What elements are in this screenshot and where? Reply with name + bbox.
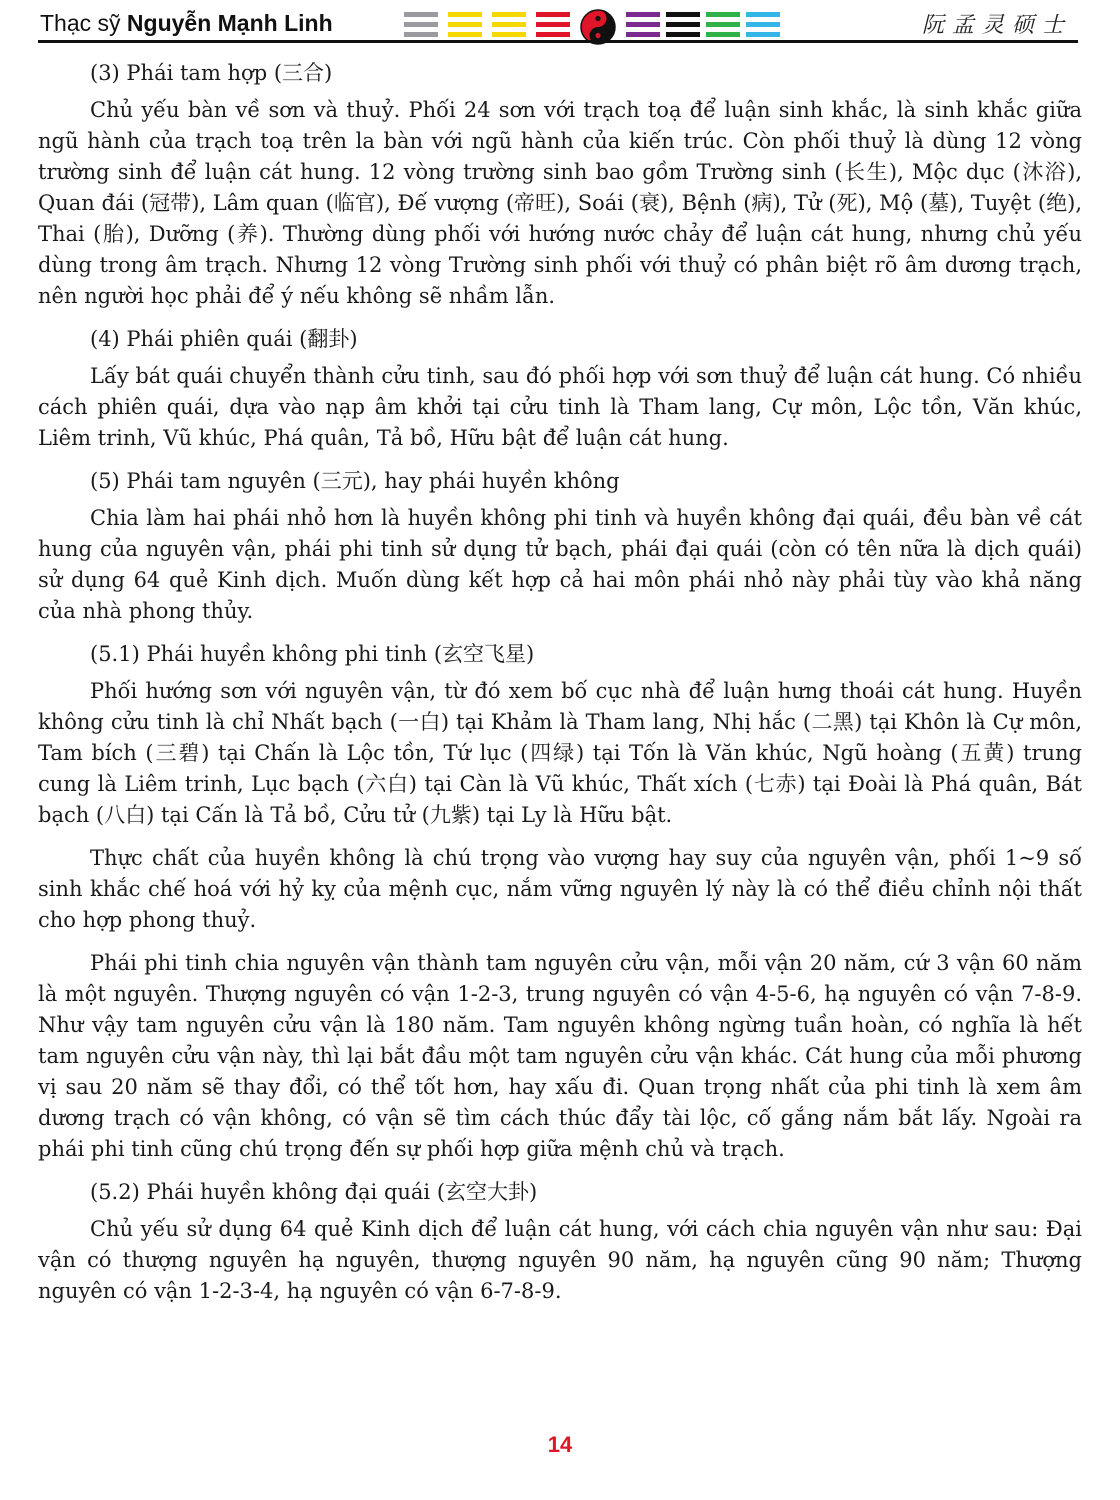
trigram-yellow-icon — [448, 12, 482, 38]
page-number: 14 — [547, 1432, 573, 1457]
trigram-black-icon — [666, 12, 700, 38]
page-body — [38, 58, 1082, 1319]
page-header — [38, 6, 1078, 42]
paragraph: Thực chất của huyền không là chú trọng vào vượng hay suy của nguyên vận, phối 1~9 số sinh khắc chế hoá với hỷ kỵ của mệnh cục, nắm vững nguyên lý này là có thể điều chỉnh nội thất cho hợp phong thuỷ. — [38, 846, 1082, 932]
author-line — [40, 10, 333, 37]
section-heading: (4) Phái phiên quái (翻卦) — [90, 327, 358, 351]
calligraphy-signature: 阮孟灵硕士 — [921, 13, 1072, 38]
trigram-cyan-icon — [746, 12, 780, 38]
author-name: Nguyễn Mạnh Linh — [126, 10, 333, 36]
author-prefix: Thạc sỹ — [40, 10, 127, 36]
paragraph: Chủ yếu sử dụng 64 quẻ Kinh dịch để luận cát hung, với cách chia nguyên vận như sau: Đại vận có thượng nguyên hạ nguyên, thượng nguyên 90 năm, hạ nguyên cũng 90 năm; Thượng nguyên có vận 1-2-3-4, hạ nguyên có vận 6-7-8-9. — [38, 1217, 1082, 1303]
trigram-decoration — [404, 12, 784, 38]
paragraph: Phối hướng sơn với nguyên vận, từ đó xem bố cục nhà để luận hưng thoái cát hung. Huyền không cửu tinh là chỉ Nhất bạch (一白) tại Khảm là Tham lang, Nhị hắc (二黑) tại Khôn là Cự môn, Tam bích (三碧) tại Chấn là Lộc tồn, Tứ lục (四绿) tại Tốn là Văn khúc, Ngũ hoàng (五黄) trung cung là Liêm trinh, Lục bạch (六白) tại Càn là Vũ khúc, Thất xích (七赤) tại Đoài là Phá quân, Bát bạch (八白) tại Cấn là Tả bồ, Cửu tử (九紫) tại Ly là Hữu bật. — [38, 679, 1082, 827]
trigram-red-icon — [536, 12, 570, 38]
section-heading: (5.2) Phái huyền không đại quái (玄空大卦) — [90, 1180, 538, 1204]
paragraph: Lấy bát quái chuyển thành cửu tinh, sau đó phối hợp với sơn thuỷ để luận cát hung. Có nhiều cách phiên quái, dựa vào nạp âm khởi tại cửu tinh là Tham lang, Cự môn, Lộc tồn, Văn khúc, Liêm trinh, Vũ khúc, Phá quân, Tả bồ, Hữu bật để luận cát hung. — [38, 364, 1083, 450]
header-rule — [38, 40, 1078, 43]
paragraph: Phái phi tinh chia nguyên vận thành tam nguyên cửu vận, mỗi vận 20 năm, cứ 3 vận 60 năm là một nguyên. Thượng nguyên có vận 1-2-3, trung nguyên có vận 4-5-6, hạ nguyên có vận 7-8-9. Như vậy tam nguyên cửu vận là 180 năm. Tam nguyên không ngừng tuần hoàn, có nghĩa là hết tam nguyên cửu vận này, thì lại bắt đầu một tam nguyên cửu vận khác. Cát hung của mỗi phương vị sau 20 năm sẽ thay đổi, có thể tốt hơn, hay xấu đi. Quan trọng nhất của phi tinh là xem âm dương trạch có vận không, có vận sẽ tìm cách thúc đẩy tài lộc, cố gắng nắm bắt lấy. Ngoài ra phái phi tinh cũng chú trọng đến sự phối hợp giữa mệnh chủ và trạch. — [38, 951, 1082, 1161]
section-heading: (5.1) Phái huyền không phi tinh (玄空飞星) — [90, 642, 535, 666]
trigram-purple-icon — [626, 12, 660, 38]
paragraph: Chủ yếu bàn về sơn và thuỷ. Phối 24 sơn với trạch toạ để luận sinh khắc, là sinh khắc giữa ngũ hành của trạch toạ trên la bàn với ngũ hành của kiến trúc. Còn phối thuỷ là dùng 12 vòng trường sinh để luận cát hung. 12 vòng trường sinh bao gồm Trường sinh (长生), Mộc dục (沐浴), Quan đái (冠带), Lâm quan (临官), Đế vượng (帝旺), Soái (衰), Bệnh (病), Tử (死), Mộ (墓), Tuyệt (绝), Thai (胎), Dưỡng (养). Thường dùng phối với hướng nước chảy để luận cát hung, nhưng chủ yếu dùng trong âm trạch. Nhưng 12 vòng Trường sinh phối với thuỷ có phân biệt rõ âm dương trạch, nên người học phải để ý nếu không sẽ nhầm lẫn. — [38, 98, 1082, 308]
section-heading: (5) Phái tam nguyên (三元), hay phái huyền không — [90, 469, 620, 493]
trigram-grey-icon — [404, 12, 438, 38]
trigram-green-icon — [706, 12, 740, 38]
trigram-yellow-2-icon — [492, 12, 526, 38]
paragraph: Chia làm hai phái nhỏ hơn là huyền không phi tinh và huyền không đại quái, đều bàn về cát hung của nguyên vận, phái phi tinh sử dụng tử bạch, phái đại quái (còn có tên nữa là dịch quái) sử dụng 64 quẻ Kinh dịch. Muốn dùng kết hợp cả hai môn phái nhỏ này phải tùy vào khả năng của nhà phong thủy. — [38, 506, 1082, 623]
section-heading: (3) Phái tam hợp (三合) — [90, 61, 333, 85]
